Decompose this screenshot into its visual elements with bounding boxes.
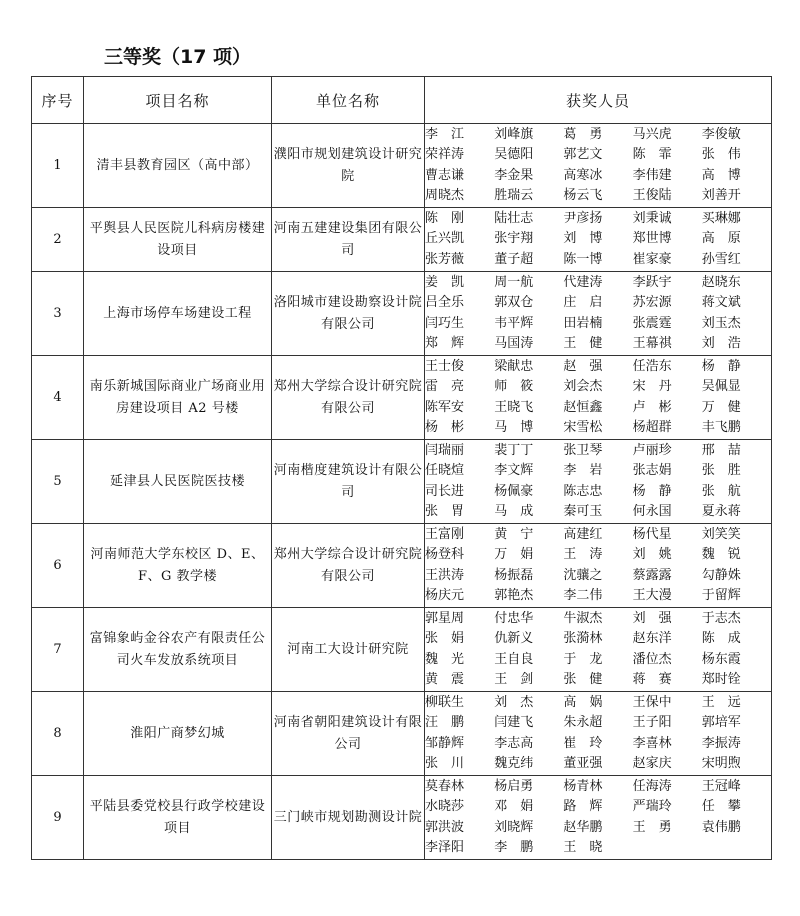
- row-project-name: 富锦象屿金谷农产有限责任公司火车发放系统项目: [84, 608, 272, 692]
- winner-name: 张 伟: [701, 147, 741, 162]
- winner-name: 杨 静: [632, 483, 672, 499]
- winner-name: 吕全乐: [425, 295, 465, 310]
- table-row: [32, 692, 772, 776]
- row-unit-name: 河南五建建设集团有限公司: [272, 208, 425, 272]
- winner-name: 勾静姝: [701, 567, 741, 583]
- row-project-name: 淮阳广商梦幻城: [84, 692, 272, 776]
- winner-name: 黄 震: [425, 672, 465, 687]
- winners-grid: [425, 609, 771, 691]
- row-seq: 5: [32, 440, 84, 524]
- winner-name: 牛淑杰: [563, 610, 603, 626]
- row-winners: [425, 208, 772, 272]
- winner-name: 王 健: [563, 336, 603, 351]
- winner-name: 赵恒鑫: [563, 399, 603, 415]
- row-seq: 3: [32, 272, 84, 356]
- table-row: [32, 440, 772, 524]
- winner-name: 宋雪松: [563, 420, 603, 435]
- row-unit-name: 濮阳市规划建筑设计研究院: [272, 124, 425, 208]
- winner-name: 王 勇: [632, 819, 672, 835]
- winner-name: 沈骧之: [563, 567, 603, 583]
- winner-name: 宋明煦: [701, 756, 741, 771]
- row-seq: 9: [32, 776, 84, 860]
- winners-grid: [425, 357, 771, 439]
- winner-name: 陈 刚: [425, 210, 465, 226]
- winner-name: 张 健: [563, 672, 603, 687]
- winner-name: 蒋 赛: [632, 672, 672, 687]
- winners-grid: [425, 209, 771, 271]
- winner-name: 刘峰旗: [494, 126, 534, 142]
- winner-name: 王 晓: [563, 840, 603, 855]
- winner-name: 郑世博: [632, 231, 672, 247]
- winner-name: 陈 霏: [632, 147, 672, 162]
- winner-name: 李泽阳: [425, 840, 465, 855]
- winner-name: 王保中: [632, 694, 672, 710]
- winner-name: 王自良: [494, 651, 534, 667]
- header-winners: 获奖人员: [425, 77, 772, 124]
- table-header-row: [32, 77, 772, 124]
- winner-name: 魏克纬: [494, 756, 534, 771]
- winner-name: 杨庆元: [425, 588, 465, 603]
- winner-name: 郭洪波: [425, 819, 465, 835]
- winner-name: 马国涛: [494, 336, 534, 351]
- winner-name: 路 辉: [563, 799, 603, 814]
- winner-name: 严瑞玲: [632, 799, 672, 814]
- winner-name: 王晓飞: [494, 399, 534, 415]
- winner-name: 田岩楠: [563, 315, 603, 331]
- row-winners: [425, 608, 772, 692]
- winner-name: 李二伟: [563, 588, 603, 603]
- winner-name: 张 航: [701, 483, 741, 499]
- winner-name: 杨登科: [425, 547, 465, 562]
- table-row: [32, 124, 772, 208]
- row-seq: 7: [32, 608, 84, 692]
- winner-name: 张 胃: [425, 504, 465, 519]
- row-winners: [425, 124, 772, 208]
- winner-name: 杨东霞: [701, 651, 741, 667]
- winner-name: 高 娲: [563, 694, 603, 710]
- winner-name: 李志高: [494, 735, 534, 751]
- winner-name: 蒋文斌: [701, 295, 741, 310]
- winner-name: 刘 强: [632, 610, 672, 626]
- row-seq: 2: [32, 208, 84, 272]
- winner-name: 袁伟鹏: [701, 819, 741, 835]
- winner-name: 刘会杰: [563, 379, 603, 394]
- winner-name: 杨 静: [701, 358, 741, 374]
- winner-name: 姜 凯: [425, 274, 465, 290]
- winner-name: 赵晓东: [701, 274, 741, 290]
- winner-name: 李俊敏: [701, 126, 741, 142]
- winner-name: 刘 姚: [632, 547, 672, 562]
- winner-name: 梁献忠: [494, 358, 534, 374]
- table-row: [32, 272, 772, 356]
- winner-name: 王俊陆: [632, 188, 672, 203]
- winner-name: 张漪林: [563, 631, 603, 646]
- winner-name: 任海涛: [632, 778, 672, 794]
- winner-name: 王洪涛: [425, 567, 465, 583]
- winner-name: 高寒冰: [563, 167, 603, 183]
- winner-name: 蔡露露: [632, 567, 672, 583]
- row-unit-name: 三门峡市规划勘测设计院: [272, 776, 425, 860]
- winner-name: 杨振磊: [494, 567, 534, 583]
- winner-name: 刘秉诚: [632, 210, 672, 226]
- winner-name: 仇新义: [494, 631, 534, 646]
- winner-name: 周一航: [494, 274, 534, 290]
- winner-name: 孙雪红: [701, 251, 741, 267]
- winner-name: 闫瑞丽: [425, 442, 465, 458]
- winner-name: 王大漫: [632, 588, 672, 603]
- winner-name: 任浩东: [632, 358, 672, 374]
- row-winners: [425, 272, 772, 356]
- winner-name: 李金果: [494, 167, 534, 183]
- winners-grid: [425, 525, 771, 607]
- winner-name: 杨超群: [632, 420, 672, 435]
- winner-name: 李振涛: [701, 735, 741, 751]
- winners-grid: [425, 441, 771, 523]
- table-row: [32, 524, 772, 608]
- row-seq: 6: [32, 524, 84, 608]
- row-unit-name: 河南楷度建筑设计有限公司: [272, 440, 425, 524]
- winner-name: 黄 宁: [494, 526, 534, 542]
- table-row: [32, 776, 772, 860]
- winner-name: 王富刚: [425, 526, 465, 542]
- winner-name: 闫建飞: [494, 715, 534, 730]
- winner-name: 任晓煊: [425, 463, 465, 478]
- winner-name: 买琳娜: [701, 210, 741, 226]
- winner-name: 王 剑: [494, 672, 534, 687]
- winner-name: 朱永超: [563, 715, 603, 730]
- winner-name: 高 原: [701, 231, 741, 247]
- winner-name: 莫春林: [425, 778, 465, 794]
- winner-name: 宋 丹: [632, 379, 672, 394]
- winner-name: 代建涛: [563, 274, 603, 290]
- winner-name: 高 博: [701, 167, 741, 183]
- winner-name: 张 娟: [425, 631, 465, 646]
- winner-name: 郭星周: [425, 610, 465, 626]
- table-body: [32, 124, 772, 860]
- winner-name: 杨青林: [563, 778, 603, 794]
- winner-name: 崔家豪: [632, 251, 672, 267]
- winner-name: 高建红: [563, 526, 603, 542]
- winner-name: 卢 彬: [632, 399, 672, 415]
- winner-name: 魏 锐: [701, 547, 741, 562]
- awards-table: [31, 76, 772, 860]
- winner-name: 马兴虎: [632, 126, 672, 142]
- winner-name: 杨代星: [632, 526, 672, 542]
- row-project-name: 延津县人民医院医技楼: [84, 440, 272, 524]
- winner-name: 邓 娟: [494, 799, 534, 814]
- winner-name: 郭双仓: [494, 295, 534, 310]
- row-unit-name: 河南省朝阳建筑设计有限公司: [272, 692, 425, 776]
- winner-name: 丰飞鹏: [701, 420, 741, 435]
- winner-name: 杨云飞: [563, 188, 603, 203]
- winner-name: 刘 浩: [701, 336, 741, 351]
- winner-name: 董子超: [494, 251, 534, 267]
- winner-name: 刘善开: [701, 188, 741, 203]
- winner-name: 付忠华: [494, 610, 534, 626]
- winner-name: 王 涛: [563, 547, 603, 562]
- winner-name: 韦平辉: [494, 315, 534, 331]
- winner-name: 吴佩显: [701, 379, 741, 394]
- winner-name: 杨 彬: [425, 420, 465, 435]
- header-project: 项目名称: [84, 77, 272, 124]
- winner-name: 王幕祺: [632, 336, 672, 351]
- winner-name: 郭艺文: [563, 147, 603, 162]
- winner-name: 陈 成: [701, 631, 741, 646]
- winner-name: 陈志忠: [563, 483, 603, 499]
- row-winners: [425, 776, 772, 860]
- winner-name: 于志杰: [701, 610, 741, 626]
- winner-name: 刘玉杰: [701, 315, 741, 331]
- winner-name: 赵 强: [563, 358, 603, 374]
- winner-name: 秦可玉: [563, 504, 603, 519]
- winner-name: 董亚强: [563, 756, 603, 771]
- row-project-name: 河南师范大学东校区 D、E、F、G 教学楼: [84, 524, 272, 608]
- winner-name: 刘 博: [563, 231, 603, 247]
- winner-name: 师 筱: [494, 379, 534, 394]
- winner-name: 李伟建: [632, 167, 672, 183]
- header-seq: 序号: [32, 77, 84, 124]
- winners-grid: [425, 777, 771, 859]
- winner-name: 张震霆: [632, 315, 672, 331]
- row-unit-name: 郑州大学综合设计研究院有限公司: [272, 356, 425, 440]
- row-seq: 8: [32, 692, 84, 776]
- award-level-title: 三等奖（17 项）: [104, 46, 252, 68]
- winner-name: 周晓杰: [425, 188, 465, 203]
- table-row: [32, 608, 772, 692]
- winner-name: 尹彦扬: [563, 210, 603, 226]
- winner-name: 王冠峰: [701, 778, 741, 794]
- row-unit-name: 洛阳城市建设勘察设计院有限公司: [272, 272, 425, 356]
- winner-name: 马 成: [494, 504, 534, 519]
- table-row: [32, 208, 772, 272]
- winner-name: 陈一博: [563, 251, 603, 267]
- winner-name: 李文辉: [494, 463, 534, 478]
- winner-name: 卢丽珍: [632, 442, 672, 458]
- row-unit-name: 郑州大学综合设计研究院有限公司: [272, 524, 425, 608]
- winner-name: 万 娟: [494, 547, 534, 562]
- winner-name: 吴德阳: [494, 147, 534, 162]
- row-project-name: 南乐新城国际商业广场商业用房建设项目 A2 号楼: [84, 356, 272, 440]
- winner-name: 张 川: [425, 756, 465, 771]
- row-seq: 1: [32, 124, 84, 208]
- winner-name: 李跃宇: [632, 274, 672, 290]
- winner-name: 于留辉: [701, 588, 741, 603]
- winner-name: 杨启勇: [494, 778, 534, 794]
- winner-name: 张志娟: [632, 463, 672, 478]
- winner-name: 张卫琴: [563, 442, 603, 458]
- winner-name: 何永国: [632, 504, 672, 519]
- winner-name: 赵东洋: [632, 631, 672, 646]
- winner-name: 李 岩: [563, 463, 603, 478]
- winner-name: 王子阳: [632, 715, 672, 730]
- winner-name: 于 龙: [563, 651, 603, 667]
- winner-name: 苏宏源: [632, 295, 672, 310]
- winner-name: 邢 喆: [701, 442, 741, 458]
- winner-name: 夏永蒋: [701, 504, 741, 519]
- winner-name: 魏 光: [425, 651, 465, 667]
- winner-name: 马 博: [494, 420, 534, 435]
- row-project-name: 上海市场停车场建设工程: [84, 272, 272, 356]
- winner-name: 刘晓辉: [494, 819, 534, 835]
- winner-name: 李 江: [425, 126, 465, 142]
- winner-name: 郑时铨: [701, 672, 741, 687]
- winner-name: 闫巧生: [425, 315, 465, 331]
- row-project-name: 平陆县委党校县行政学校建设项目: [84, 776, 272, 860]
- header-unit: 单位名称: [272, 77, 425, 124]
- winner-name: 裴丁丁: [494, 442, 534, 458]
- winner-name: 汪 鹏: [425, 715, 465, 730]
- row-winners: [425, 524, 772, 608]
- winner-name: 张宇翔: [494, 231, 534, 247]
- winner-name: 赵家庆: [632, 756, 672, 771]
- winner-name: 丘兴凯: [425, 231, 465, 247]
- row-unit-name: 河南工大设计研究院: [272, 608, 425, 692]
- winner-name: 雷 亮: [425, 379, 465, 394]
- winners-grid: [425, 273, 771, 355]
- winner-name: 王士俊: [425, 358, 465, 374]
- winner-name: 张芳薇: [425, 251, 465, 267]
- winner-name: 赵华鹏: [563, 819, 603, 835]
- winners-grid: [425, 693, 771, 775]
- winner-name: 郑 辉: [425, 336, 465, 351]
- row-project-name: 平舆县人民医院儿科病房楼建设项目: [84, 208, 272, 272]
- row-seq: 4: [32, 356, 84, 440]
- winner-name: 杨佩豪: [494, 483, 534, 499]
- winners-grid: [425, 125, 771, 207]
- row-project-name: 清丰县教育园区（高中部）: [84, 124, 272, 208]
- winner-name: 郭培军: [701, 715, 741, 730]
- table-row: [32, 356, 772, 440]
- winner-name: 庄 启: [563, 295, 603, 310]
- winner-name: 刘笑笑: [701, 526, 741, 542]
- winner-name: 柳联生: [425, 694, 465, 710]
- winner-name: 陈军安: [425, 399, 465, 415]
- row-winners: [425, 440, 772, 524]
- winner-name: 李 鹏: [494, 840, 534, 855]
- winner-name: 郭艳杰: [494, 588, 534, 603]
- winner-name: 胜瑞云: [494, 188, 534, 203]
- winner-name: 刘 杰: [494, 694, 534, 710]
- winner-name: 曹志谦: [425, 167, 465, 183]
- row-winners: [425, 692, 772, 776]
- winner-name: 崔 玲: [563, 735, 603, 751]
- winner-name: 李喜林: [632, 735, 672, 751]
- winner-name: 陆壮志: [494, 210, 534, 226]
- winner-name: 王 远: [701, 694, 741, 710]
- winner-name: 荣祥涛: [425, 147, 465, 162]
- winner-name: 潘位杰: [632, 651, 672, 667]
- winner-name: 邹静辉: [425, 735, 465, 751]
- winner-name: 水晓莎: [425, 799, 465, 814]
- winner-name: 任 攀: [701, 799, 741, 814]
- row-winners: [425, 356, 772, 440]
- winner-name: 葛 勇: [563, 126, 603, 142]
- winner-name: 万 健: [701, 399, 741, 415]
- winner-name: 司长进: [425, 483, 465, 499]
- winner-name: 张 胜: [701, 463, 741, 478]
